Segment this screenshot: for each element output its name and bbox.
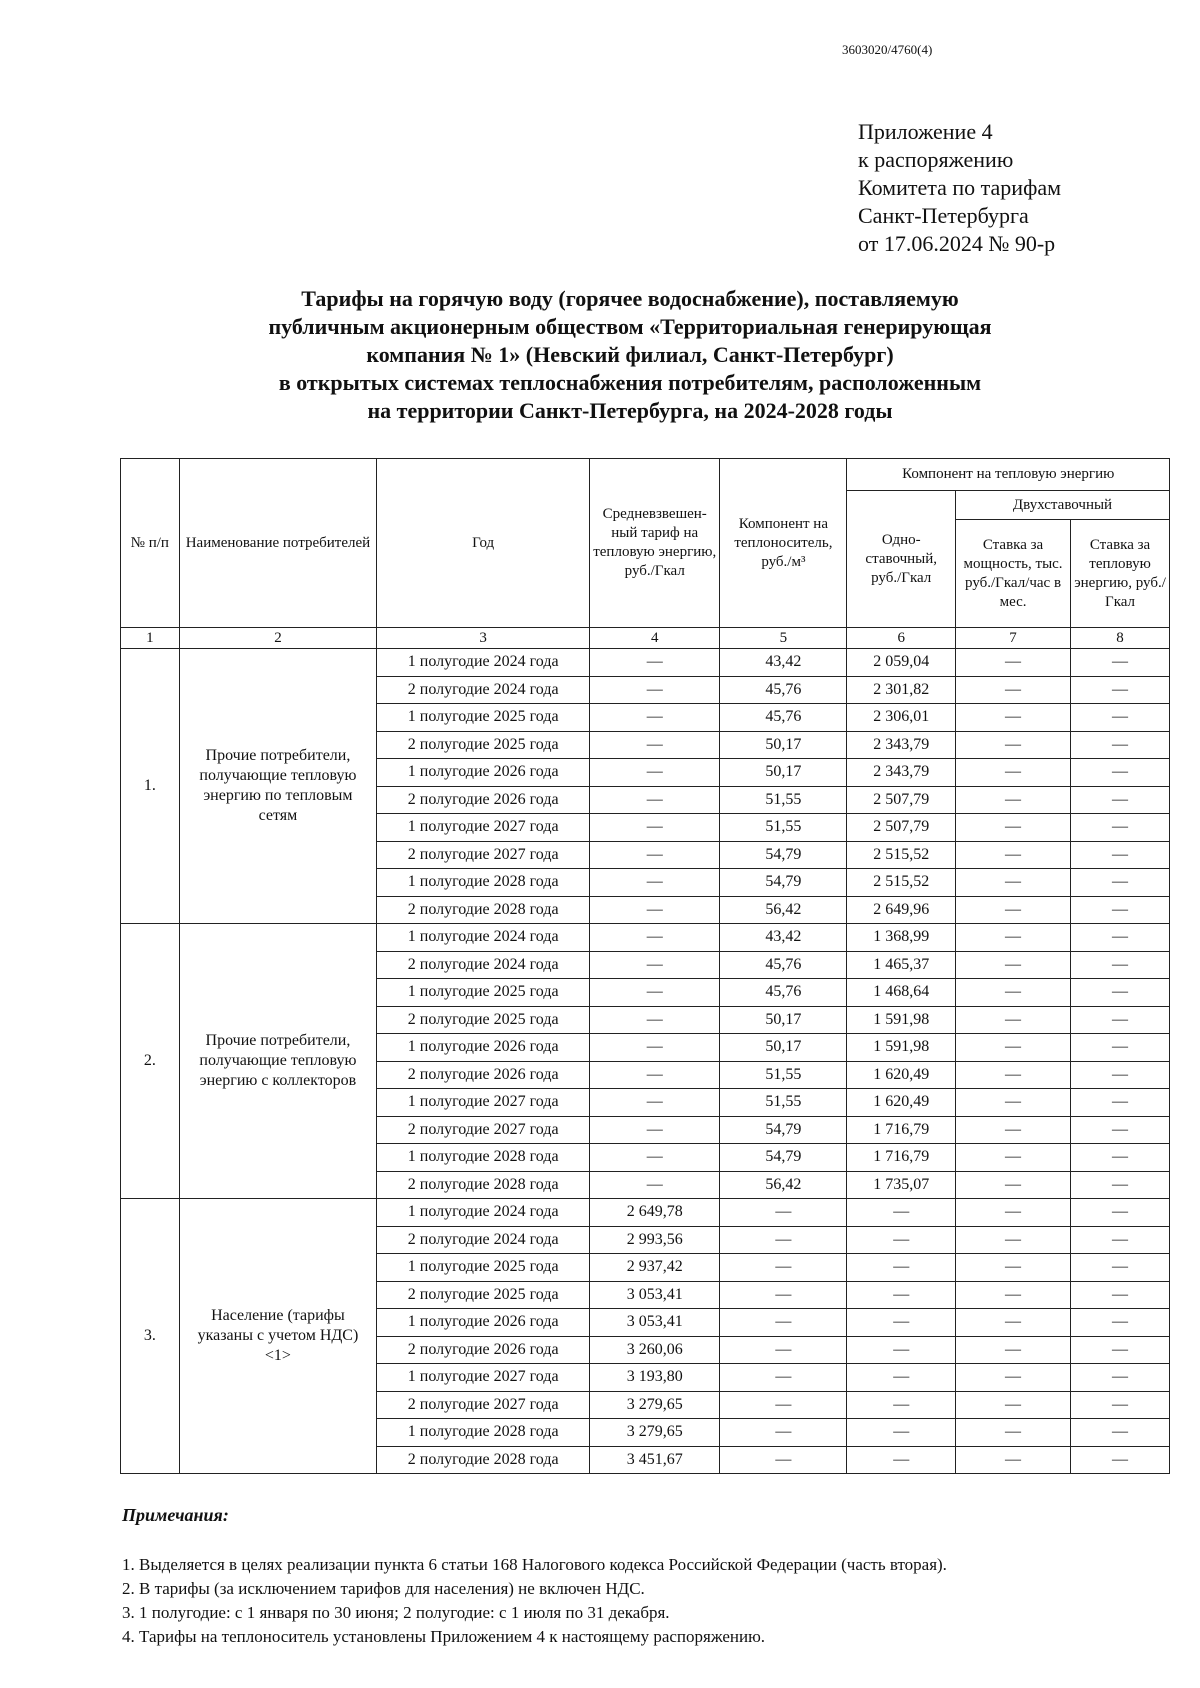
weighted-tariff-cell: 3 279,65 <box>590 1391 720 1419</box>
carrier-cell: 43,42 <box>720 924 847 952</box>
weighted-tariff-cell: 3 053,41 <box>590 1281 720 1309</box>
consumer-category: Прочие потребители, получающие тепловую энергию с коллекторов <box>179 924 377 1199</box>
energy-rate-cell: — <box>1071 1364 1170 1392</box>
single-rate-cell: 1 591,98 <box>847 1034 956 1062</box>
title-line: в открытых системах теплоснабжения потребителям, расположенным <box>278 370 982 395</box>
energy-rate-cell: — <box>1071 1089 1170 1117</box>
consumer-category: Население (тарифы указаны с учетом НДС) <1> <box>179 1199 377 1474</box>
capacity-rate-cell: — <box>956 1116 1071 1144</box>
energy-rate-cell: — <box>1071 924 1170 952</box>
column-number: 4 <box>590 628 720 649</box>
energy-rate-cell: — <box>1071 1391 1170 1419</box>
energy-rate-cell: — <box>1071 759 1170 787</box>
column-number: 1 <box>121 628 180 649</box>
energy-rate-cell: — <box>1071 1006 1170 1034</box>
carrier-cell: 54,79 <box>720 1144 847 1172</box>
header-two-part: Двухставочный <box>956 491 1170 520</box>
carrier-cell: — <box>720 1309 847 1337</box>
energy-rate-cell: — <box>1071 1309 1170 1337</box>
energy-rate-cell: — <box>1071 951 1170 979</box>
energy-rate-cell: — <box>1071 731 1170 759</box>
column-number: 7 <box>956 628 1071 649</box>
capacity-rate-cell: — <box>956 1254 1071 1282</box>
weighted-tariff-cell: — <box>590 924 720 952</box>
capacity-rate-cell: — <box>956 1391 1071 1419</box>
title-line: на территории Санкт-Петербурга, на 2024-2028 годы <box>367 398 893 423</box>
single-rate-cell: 1 468,64 <box>847 979 956 1007</box>
energy-rate-cell: — <box>1071 814 1170 842</box>
capacity-rate-cell: — <box>956 759 1071 787</box>
single-rate-cell: — <box>847 1391 956 1419</box>
capacity-rate-cell: — <box>956 1419 1071 1447</box>
capacity-rate-cell: — <box>956 649 1071 677</box>
title-line: публичным акционерным обществом «Территориальная генерирующая <box>268 314 992 339</box>
header-consumer-name: Наименование потребителей <box>179 459 377 628</box>
period-cell: 2 полугодие 2028 года <box>377 1446 590 1474</box>
period-cell: 2 полугодие 2026 года <box>377 786 590 814</box>
carrier-cell: — <box>720 1446 847 1474</box>
energy-rate-cell: — <box>1071 1061 1170 1089</box>
capacity-rate-cell: — <box>956 896 1071 924</box>
single-rate-cell: — <box>847 1226 956 1254</box>
header-single-rate: Одно-ставочный, руб./Гкал <box>847 491 956 628</box>
energy-rate-cell: — <box>1071 1419 1170 1447</box>
note-item: 4. Тарифы на теплоноситель установлены Приложением 4 к настоящему распоряжению. <box>122 1627 766 1646</box>
carrier-cell: — <box>720 1336 847 1364</box>
capacity-rate-cell: — <box>956 1281 1071 1309</box>
single-rate-cell: 2 507,79 <box>847 786 956 814</box>
energy-rate-cell: — <box>1071 1144 1170 1172</box>
table-row <box>121 649 1170 677</box>
note-item: 1. Выделяется в целях реализации пункта 6 статьи 168 Налогового кодекса Российской Федерации (часть вторая). <box>122 1555 947 1574</box>
energy-rate-cell: — <box>1071 1446 1170 1474</box>
single-rate-cell: 1 620,49 <box>847 1089 956 1117</box>
carrier-cell: 51,55 <box>720 1061 847 1089</box>
header-heat-component: Компонент на тепловую энергию <box>847 459 1170 491</box>
period-cell: 2 полугодие 2028 года <box>377 1171 590 1199</box>
weighted-tariff-cell: — <box>590 676 720 704</box>
energy-rate-cell: — <box>1071 1116 1170 1144</box>
single-rate-cell: — <box>847 1446 956 1474</box>
energy-rate-cell: — <box>1071 869 1170 897</box>
period-cell: 2 полугодие 2027 года <box>377 1391 590 1419</box>
carrier-cell: — <box>720 1254 847 1282</box>
table-row <box>121 924 1170 952</box>
header-year: Год <box>377 459 590 628</box>
weighted-tariff-cell: 3 193,80 <box>590 1364 720 1392</box>
period-cell: 2 полугодие 2027 года <box>377 841 590 869</box>
period-cell: 1 полугодие 2027 года <box>377 1089 590 1117</box>
single-rate-cell: 1 591,98 <box>847 1006 956 1034</box>
capacity-rate-cell: — <box>956 704 1071 732</box>
period-cell: 1 полугодие 2026 года <box>377 759 590 787</box>
single-rate-cell: — <box>847 1336 956 1364</box>
single-rate-cell: 1 620,49 <box>847 1061 956 1089</box>
weighted-tariff-cell: — <box>590 649 720 677</box>
period-cell: 1 полугодие 2025 года <box>377 704 590 732</box>
single-rate-cell: 2 507,79 <box>847 814 956 842</box>
single-rate-cell: 1 716,79 <box>847 1144 956 1172</box>
single-rate-cell: 1 368,99 <box>847 924 956 952</box>
title-line: компания № 1» (Невский филиал, Санкт-Петербург) <box>366 342 894 367</box>
column-number: 8 <box>1071 628 1170 649</box>
weighted-tariff-cell: — <box>590 1034 720 1062</box>
capacity-rate-cell: — <box>956 1034 1071 1062</box>
weighted-tariff-cell: — <box>590 1006 720 1034</box>
weighted-tariff-cell: 3 451,67 <box>590 1446 720 1474</box>
capacity-rate-cell: — <box>956 1199 1071 1227</box>
carrier-cell: 51,55 <box>720 1089 847 1117</box>
header-capacity-rate: Ставка за мощность, тыс. руб./Гкал/час в мес. <box>956 520 1071 628</box>
column-number: 6 <box>847 628 956 649</box>
period-cell: 1 полугодие 2025 года <box>377 1254 590 1282</box>
single-rate-cell: 2 649,96 <box>847 896 956 924</box>
capacity-rate-cell: — <box>956 786 1071 814</box>
column-number: 3 <box>377 628 590 649</box>
capacity-rate-cell: — <box>956 1226 1071 1254</box>
weighted-tariff-cell: — <box>590 951 720 979</box>
single-rate-cell: — <box>847 1199 956 1227</box>
period-cell: 2 полугодие 2027 года <box>377 1116 590 1144</box>
single-rate-cell: 2 515,52 <box>847 841 956 869</box>
carrier-cell: 45,76 <box>720 951 847 979</box>
weighted-tariff-cell: — <box>590 1171 720 1199</box>
column-number: 5 <box>720 628 847 649</box>
period-cell: 2 полугодие 2028 года <box>377 896 590 924</box>
carrier-cell: 50,17 <box>720 1006 847 1034</box>
capacity-rate-cell: — <box>956 814 1071 842</box>
energy-rate-cell: — <box>1071 1336 1170 1364</box>
single-rate-cell: 2 306,01 <box>847 704 956 732</box>
period-cell: 1 полугодие 2026 года <box>377 1309 590 1337</box>
energy-rate-cell: — <box>1071 704 1170 732</box>
capacity-rate-cell: — <box>956 1364 1071 1392</box>
carrier-cell: 50,17 <box>720 731 847 759</box>
energy-rate-cell: — <box>1071 841 1170 869</box>
document-code: 3603020/4760(4) <box>842 42 933 57</box>
period-cell: 1 полугодие 2024 года <box>377 649 590 677</box>
appendix-line: к распоряжению <box>858 147 1014 172</box>
capacity-rate-cell: — <box>956 951 1071 979</box>
capacity-rate-cell: — <box>956 1089 1071 1117</box>
carrier-cell: 45,76 <box>720 676 847 704</box>
weighted-tariff-cell: — <box>590 704 720 732</box>
capacity-rate-cell: — <box>956 1171 1071 1199</box>
period-cell: 2 полугодие 2024 года <box>377 951 590 979</box>
capacity-rate-cell: — <box>956 1446 1071 1474</box>
capacity-rate-cell: — <box>956 1006 1071 1034</box>
weighted-tariff-cell: 2 937,42 <box>590 1254 720 1282</box>
period-cell: 1 полугодие 2028 года <box>377 869 590 897</box>
weighted-tariff-cell: — <box>590 979 720 1007</box>
group-number: 1. <box>121 649 180 924</box>
carrier-cell: 56,42 <box>720 896 847 924</box>
header-weighted-tariff: Средневзвешен-ный тариф на тепловую энергию, руб./Гкал <box>590 459 720 628</box>
period-cell: 2 полугодие 2025 года <box>377 1006 590 1034</box>
tariff-table <box>120 458 1170 1474</box>
weighted-tariff-cell: 2 993,56 <box>590 1226 720 1254</box>
carrier-cell: — <box>720 1419 847 1447</box>
period-cell: 2 полугодие 2024 года <box>377 1226 590 1254</box>
energy-rate-cell: — <box>1071 649 1170 677</box>
capacity-rate-cell: — <box>956 869 1071 897</box>
carrier-cell: 50,17 <box>720 1034 847 1062</box>
capacity-rate-cell: — <box>956 676 1071 704</box>
carrier-cell: 51,55 <box>720 786 847 814</box>
note-item: 3. 1 полугодие: с 1 января по 30 июня; 2 полугодие: с 1 июля по 31 декабря. <box>122 1603 670 1622</box>
carrier-cell: 50,17 <box>720 759 847 787</box>
single-rate-cell: 2 343,79 <box>847 759 956 787</box>
energy-rate-cell: — <box>1071 1199 1170 1227</box>
table-row <box>121 1199 1170 1227</box>
carrier-cell: — <box>720 1226 847 1254</box>
header-number: № п/п <box>121 459 180 628</box>
appendix-line: Санкт-Петербурга <box>858 203 1029 228</box>
period-cell: 1 полугодие 2025 года <box>377 979 590 1007</box>
carrier-cell: — <box>720 1391 847 1419</box>
appendix-reference <box>858 118 1061 258</box>
capacity-rate-cell: — <box>956 924 1071 952</box>
energy-rate-cell: — <box>1071 1281 1170 1309</box>
single-rate-cell: 1 465,37 <box>847 951 956 979</box>
weighted-tariff-cell: — <box>590 1116 720 1144</box>
single-rate-cell: 2 343,79 <box>847 731 956 759</box>
carrier-cell: 54,79 <box>720 1116 847 1144</box>
period-cell: 1 полугодие 2027 года <box>377 1364 590 1392</box>
carrier-cell: 45,76 <box>720 979 847 1007</box>
appendix-line: Комитета по тарифам <box>858 175 1062 200</box>
appendix-line: от 17.06.2024 № 90-р <box>858 231 1056 256</box>
weighted-tariff-cell: — <box>590 759 720 787</box>
carrier-cell: 54,79 <box>720 841 847 869</box>
weighted-tariff-cell: 2 649,78 <box>590 1199 720 1227</box>
single-rate-cell: — <box>847 1419 956 1447</box>
single-rate-cell: — <box>847 1281 956 1309</box>
energy-rate-cell: — <box>1071 896 1170 924</box>
notes-list <box>122 1553 947 1649</box>
appendix-line: Приложение 4 <box>858 119 993 144</box>
carrier-cell: — <box>720 1199 847 1227</box>
weighted-tariff-cell: — <box>590 1144 720 1172</box>
weighted-tariff-cell: 3 053,41 <box>590 1309 720 1337</box>
column-number: 2 <box>179 628 377 649</box>
carrier-cell: 43,42 <box>720 649 847 677</box>
energy-rate-cell: — <box>1071 676 1170 704</box>
carrier-cell: 45,76 <box>720 704 847 732</box>
energy-rate-cell: — <box>1071 1226 1170 1254</box>
weighted-tariff-cell: 3 260,06 <box>590 1336 720 1364</box>
period-cell: 2 полугодие 2025 года <box>377 731 590 759</box>
capacity-rate-cell: — <box>956 841 1071 869</box>
table-body <box>121 628 1170 1474</box>
header-energy-rate: Ставка за тепловую энергию, руб./Гкал <box>1071 520 1170 628</box>
energy-rate-cell: — <box>1071 979 1170 1007</box>
weighted-tariff-cell: — <box>590 731 720 759</box>
title-line: Тарифы на горячую воду (горячее водоснабжение), поставляемую <box>301 286 959 311</box>
single-rate-cell: 2 515,52 <box>847 869 956 897</box>
capacity-rate-cell: — <box>956 1061 1071 1089</box>
energy-rate-cell: — <box>1071 1254 1170 1282</box>
weighted-tariff-cell: — <box>590 841 720 869</box>
energy-rate-cell: — <box>1071 1034 1170 1062</box>
period-cell: 1 полугодие 2027 года <box>377 814 590 842</box>
weighted-tariff-cell: — <box>590 1089 720 1117</box>
weighted-tariff-cell: — <box>590 814 720 842</box>
period-cell: 2 полугодие 2026 года <box>377 1336 590 1364</box>
capacity-rate-cell: — <box>956 1336 1071 1364</box>
single-rate-cell: 1 716,79 <box>847 1116 956 1144</box>
column-numbers-row <box>121 628 1170 649</box>
period-cell: 1 полугодие 2028 года <box>377 1144 590 1172</box>
weighted-tariff-cell: 3 279,65 <box>590 1419 720 1447</box>
group-number: 3. <box>121 1199 180 1474</box>
period-cell: 2 полугодие 2026 года <box>377 1061 590 1089</box>
table-header <box>121 459 1170 628</box>
notes-title: Примечания: <box>122 1505 229 1525</box>
weighted-tariff-cell: — <box>590 1061 720 1089</box>
period-cell: 1 полугодие 2024 года <box>377 924 590 952</box>
note-item: 2. В тарифы (за исключением тарифов для населения) не включен НДС. <box>122 1579 645 1598</box>
document-title <box>130 285 1130 425</box>
carrier-cell: 54,79 <box>720 869 847 897</box>
capacity-rate-cell: — <box>956 731 1071 759</box>
single-rate-cell: 2 301,82 <box>847 676 956 704</box>
carrier-cell: 56,42 <box>720 1171 847 1199</box>
capacity-rate-cell: — <box>956 1144 1071 1172</box>
single-rate-cell: — <box>847 1364 956 1392</box>
single-rate-cell: 1 735,07 <box>847 1171 956 1199</box>
weighted-tariff-cell: — <box>590 896 720 924</box>
consumer-category: Прочие потребители, получающие тепловую энергию по тепловым сетям <box>179 649 377 924</box>
energy-rate-cell: — <box>1071 786 1170 814</box>
capacity-rate-cell: — <box>956 1309 1071 1337</box>
period-cell: 1 полугодие 2028 года <box>377 1419 590 1447</box>
weighted-tariff-cell: — <box>590 786 720 814</box>
single-rate-cell: — <box>847 1309 956 1337</box>
energy-rate-cell: — <box>1071 1171 1170 1199</box>
capacity-rate-cell: — <box>956 979 1071 1007</box>
period-cell: 1 полугодие 2024 года <box>377 1199 590 1227</box>
weighted-tariff-cell: — <box>590 869 720 897</box>
period-cell: 1 полугодие 2026 года <box>377 1034 590 1062</box>
carrier-cell: — <box>720 1364 847 1392</box>
period-cell: 2 полугодие 2024 года <box>377 676 590 704</box>
single-rate-cell: 2 059,04 <box>847 649 956 677</box>
carrier-cell: — <box>720 1281 847 1309</box>
group-number: 2. <box>121 924 180 1199</box>
carrier-cell: 51,55 <box>720 814 847 842</box>
header-carrier-component: Компонент на теплоноситель, руб./м³ <box>720 459 847 628</box>
single-rate-cell: — <box>847 1254 956 1282</box>
period-cell: 2 полугодие 2025 года <box>377 1281 590 1309</box>
